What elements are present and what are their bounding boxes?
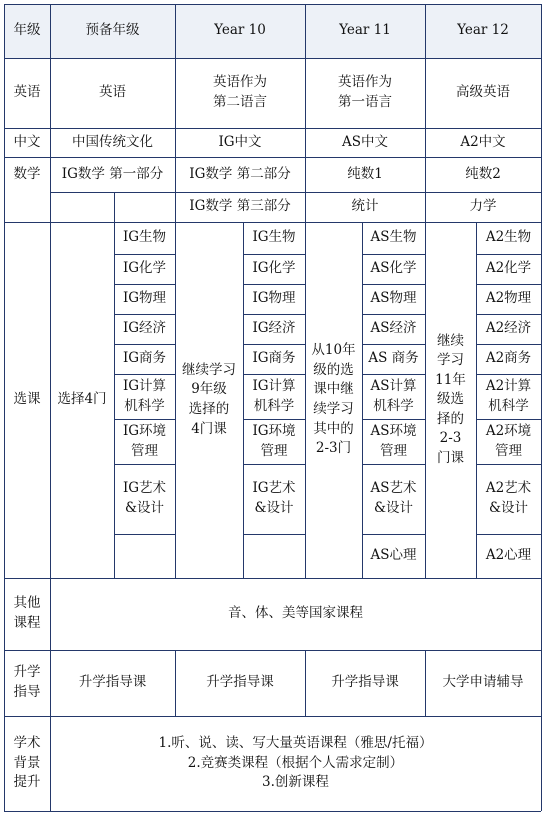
table-rule (476, 222, 477, 578)
row-label-chinese: 中文 (13, 133, 41, 150)
elective-year-12-item: A2商务 (485, 350, 532, 367)
header-year-10: Year 10 (214, 22, 266, 39)
table-rule (362, 284, 425, 285)
english-year-11: 英语作为 第一语言 (338, 74, 392, 110)
table-rule (362, 419, 425, 420)
table-rule (114, 464, 175, 465)
elective-year-11-item: AS计算 机科学 (370, 377, 417, 414)
elective-prep-item: IG化学 (122, 260, 167, 277)
table-rule (114, 419, 175, 420)
math2-year-10: IG数学 第三部分 (189, 198, 291, 215)
header-year-11: Year 11 (339, 22, 391, 39)
chinese-year-12: A2中文 (460, 133, 506, 150)
table-rule (476, 314, 541, 315)
elective-prep-item: IG生物 (122, 229, 167, 246)
table-rule (476, 464, 541, 465)
elective-year-10-item: IG商务 (252, 350, 296, 367)
elective-year-11-item: AS经济 (370, 320, 417, 337)
table-rule (114, 534, 175, 535)
elective-year-10-item: IG艺术 &设计 (252, 480, 296, 516)
table-rule (243, 344, 305, 345)
math-year-10: IG数学 第二部分 (189, 165, 291, 182)
table-rule (4, 4, 5, 811)
table-rule (362, 344, 425, 345)
elective-year-10-item: IG物理 (252, 290, 296, 307)
elective-year-12-item: A2计算 机科学 (485, 377, 532, 414)
elective-year-12-item: A2生物 (485, 229, 532, 246)
elective-year-11-item: AS化学 (370, 260, 417, 277)
table-rule (4, 222, 541, 223)
guidance-prep: 升学指导课 (78, 674, 147, 691)
elective-year-12-item: A2心理 (485, 547, 532, 564)
electives-year-11-note: 从10年 级的选 课中继 续学习 其中的 2-3门 (311, 342, 356, 457)
chinese-year-11: AS中文 (342, 133, 388, 150)
table-rule (243, 222, 244, 578)
row-label-english: 英语 (13, 84, 41, 101)
table-rule (243, 314, 305, 315)
table-rule (362, 534, 425, 535)
table-rule (362, 314, 425, 315)
table-rule (50, 192, 541, 193)
elective-year-11-item: AS心理 (370, 547, 417, 564)
elective-prep-item: IG艺术 &设计 (122, 480, 167, 516)
row-label-guidance: 升学 指导 (13, 664, 41, 700)
table-rule (175, 650, 176, 716)
table-rule (114, 254, 175, 255)
guidance-year-10: 升学指导课 (206, 674, 274, 691)
other-courses-content: 音、体、美等国家课程 (228, 605, 363, 622)
table-rule (476, 374, 541, 375)
elective-year-11-item: AS 商务 (368, 350, 419, 367)
elective-year-11-item: AS艺术 &设计 (370, 480, 417, 516)
elective-year-12-item: A2艺术 &设计 (485, 480, 532, 516)
table-rule (425, 650, 426, 716)
table-rule (175, 4, 176, 578)
row-label-math: 数学 (13, 165, 41, 182)
table-rule (4, 716, 541, 717)
elective-year-10-item: IG经济 (252, 320, 296, 337)
elective-year-10-item (243, 534, 305, 578)
guidance-year-12: 大学申请辅导 (442, 674, 524, 691)
table-rule (4, 157, 541, 158)
table-rule (243, 284, 305, 285)
table-rule (4, 4, 541, 5)
row-label-electives: 选课 (13, 391, 41, 408)
elective-year-12-item: A2经济 (485, 320, 532, 337)
table-rule (305, 4, 306, 578)
table-rule (425, 4, 426, 578)
table-rule (243, 419, 305, 420)
chinese-prep: 中国传统文化 (72, 133, 153, 150)
math2-year-12: 力学 (469, 198, 497, 215)
elective-prep-item: IG计算 机科学 (122, 377, 167, 414)
table-rule (476, 534, 541, 535)
table-rule (4, 650, 541, 651)
table-rule (476, 254, 541, 255)
table-rule (114, 284, 175, 285)
table-rule (4, 578, 541, 579)
elective-year-12-item: A2化学 (485, 260, 532, 277)
table-rule (243, 534, 305, 535)
row-label-other: 其他 课程 (13, 595, 41, 631)
guidance-year-11: 升学指导课 (331, 674, 399, 691)
table-rule (114, 374, 175, 375)
elective-year-11-item: AS物理 (370, 290, 417, 307)
table-rule (541, 4, 542, 811)
header-prep-year: 预备年级 (85, 22, 140, 39)
table-rule (4, 128, 541, 129)
table-rule (476, 284, 541, 285)
table-rule (305, 650, 306, 716)
elective-prep-item: IG经济 (122, 320, 167, 337)
table-rule (114, 344, 175, 345)
elective-prep-item: IG环境 管理 (122, 422, 167, 459)
elective-year-11-item: AS环境 管理 (370, 422, 417, 459)
elective-year-10-item: IG环境 管理 (252, 422, 296, 459)
table-rule (476, 344, 541, 345)
english-year-12: 高级英语 (456, 84, 510, 101)
table-rule (362, 464, 425, 465)
table-rule (50, 4, 51, 811)
math-year-11: 纯数1 (347, 165, 383, 182)
elective-year-12-item: A2环境 管理 (485, 422, 532, 459)
table-rule (4, 811, 541, 812)
elective-year-12-item: A2物理 (485, 290, 532, 307)
math-prep: IG数学 第一部分 (61, 165, 164, 182)
math-year-12: 纯数2 (465, 165, 501, 182)
table-rule (362, 254, 425, 255)
table-rule (114, 192, 115, 578)
academic-content: 1.听、说、读、写大量英语课程（雅思/托福） 2.竞赛类课程（根据个人需求定制） 3.创新课程 (158, 735, 433, 791)
table-rule (362, 374, 425, 375)
elective-year-10-item: IG化学 (252, 260, 296, 277)
table-rule (243, 254, 305, 255)
elective-prep-item (114, 534, 175, 578)
header-grade: 年级 (13, 22, 41, 39)
table-rule (243, 374, 305, 375)
table-rule (243, 464, 305, 465)
elective-prep-item: IG商务 (122, 350, 167, 367)
english-year-10: 英语作为 第二语言 (213, 74, 267, 110)
header-year-12: Year 12 (457, 22, 509, 39)
elective-year-10-item: IG生物 (252, 229, 296, 246)
table-rule (114, 314, 175, 315)
electives-year-10-note: 继续学习 9年级 选择的 4门课 (182, 361, 236, 437)
table-rule (476, 419, 541, 420)
table-rule (4, 58, 541, 59)
electives-prep-note: 选择4门 (57, 391, 107, 408)
chinese-year-10: IG中文 (218, 133, 262, 150)
table-rule (362, 222, 363, 578)
row-label-academic: 学术 背景 提升 (13, 735, 41, 791)
elective-year-11-item: AS生物 (370, 229, 417, 246)
electives-year-12-note: 继续 学习 11年 级选 择的 2-3 门课 (435, 332, 466, 466)
english-prep: 英语 (99, 84, 126, 101)
math2-year-11: 统计 (351, 198, 379, 215)
elective-year-10-item: IG计算 机科学 (252, 377, 296, 414)
elective-prep-item: IG物理 (122, 290, 167, 307)
